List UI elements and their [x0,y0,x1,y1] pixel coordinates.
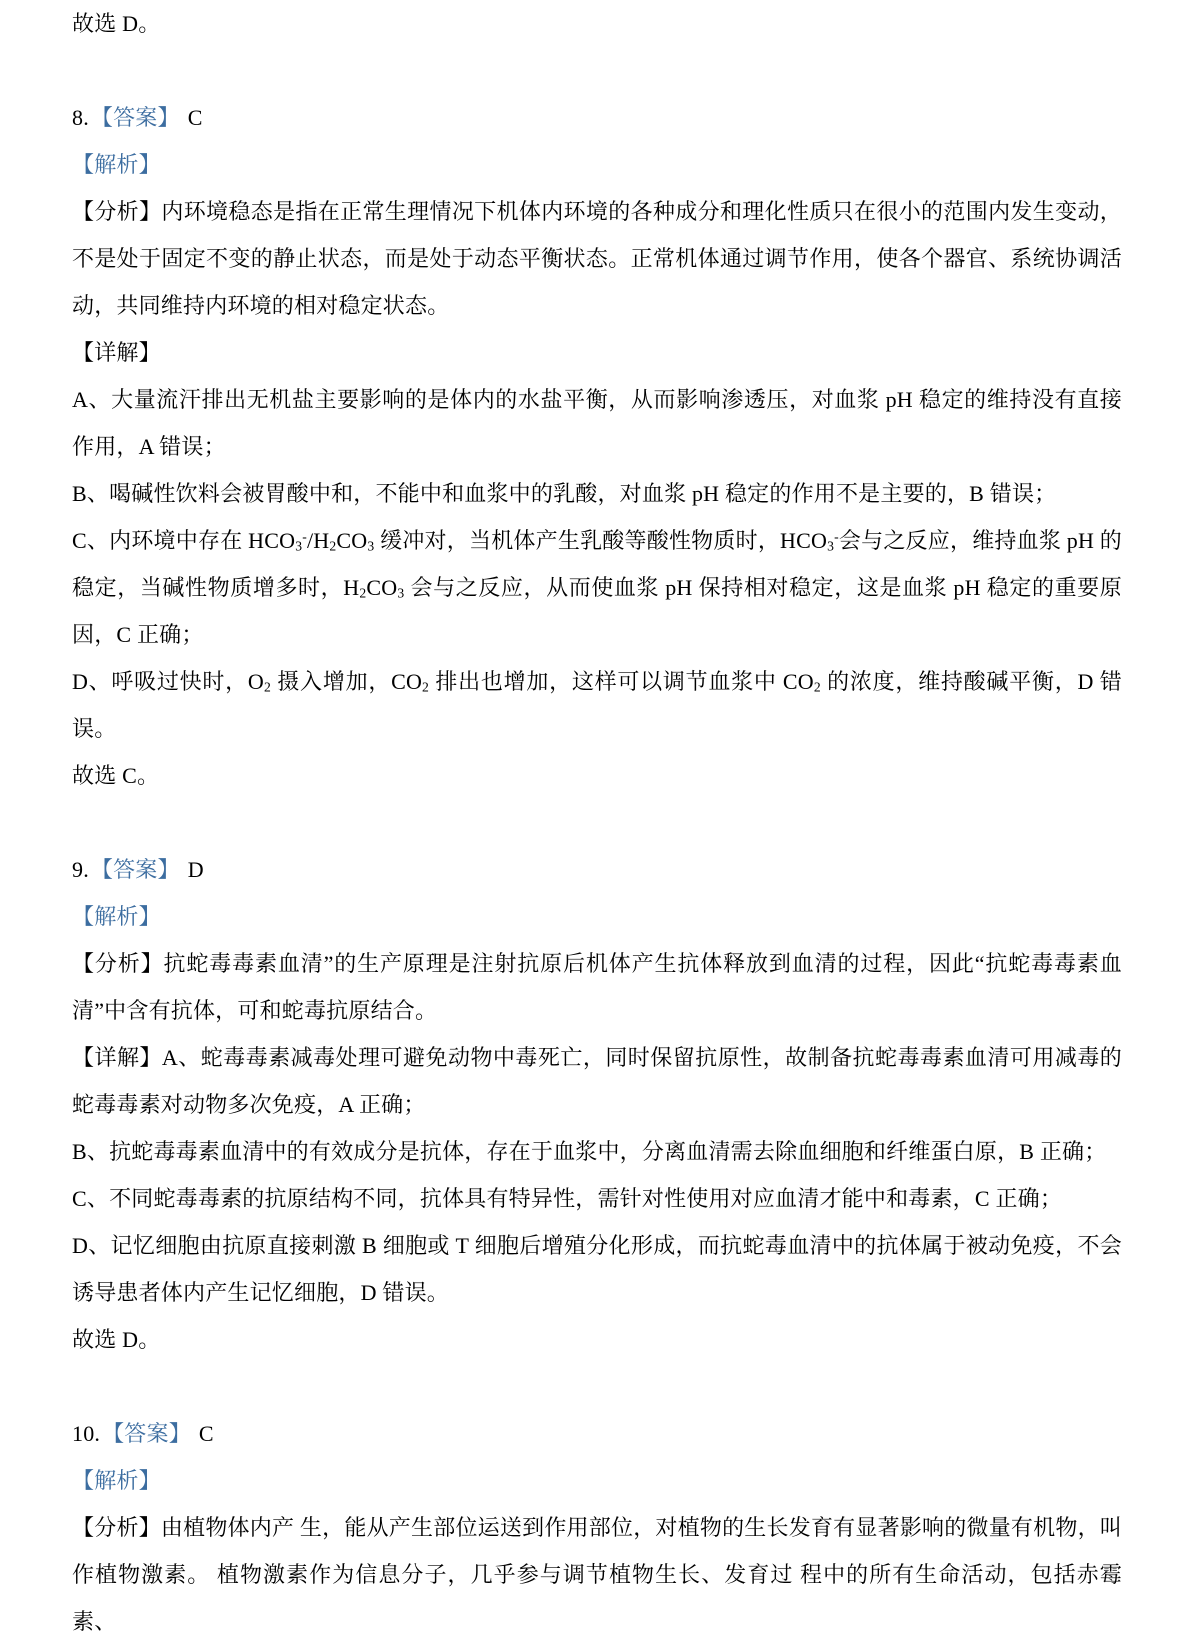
explanation-paragraph: 故选 D。 [72,1327,161,1352]
answer-label: 【答案】 [90,857,180,882]
explanation-paragraph: B、喝碱性饮料会被胃酸中和，不能中和血浆中的乳酸，对血浆 pH 稳定的作用不是主要的，B 错误； [72,481,1057,506]
explanation-paragraph: D、呼吸过快时，$O_2$ 摄入增加，$CO_2$ 排出也增加，这样可以调节血浆中 $CO_2$ 的浓度，维持酸碱平衡，D 错误。 [72,669,1122,741]
explanation-paragraph: 【详解】A、蛇毒毒素减毒处理可避免动物中毒死亡，同时保留抗原性，故制备抗蛇毒毒素血清可用减毒的蛇毒毒素对动物多次免疫，A 正确； [72,1045,1122,1117]
analysis-heading [72,893,1122,940]
explanation-paragraph: C、不同蛇毒毒素的抗原结构不同，抗体具有特异性，需针对性使用对应血清才能中和毒素，C 正确； [72,1186,1063,1211]
analysis-label: 【解析】 [72,152,161,177]
question-answer-line [72,1410,1122,1457]
question-number: 8. [72,105,89,130]
explanation-paragraph: B、抗蛇毒毒素血清中的有效成分是抗体，存在于血浆中，分离血清需去除血细胞和纤维蛋白原，B 正确； [72,1139,1107,1164]
analysis-heading [72,1457,1122,1504]
analysis-label: 【解析】 [72,904,161,929]
analysis-heading [72,141,1122,188]
questions-list [72,94,1122,1645]
carryover-conclusion-line: 故选 D。 [72,11,161,36]
explanation-paragraph: 故选 C。 [72,763,160,788]
question-answer-line [72,94,1122,141]
explanation-paragraph: C、内环境中存在 $HCO_3^-/H_2CO_3$ 缓冲对，当机体产生乳酸等酸性物质时，$HCO_3^-$会与之反应，维持血浆 pH 的稳定，当碱性物质增多时，$H_2CO_3$ 会与之反应，从而使血浆 pH 保持相对稳定，这是血浆 pH 稳定的重要原因，C 正确； [72,528,1122,647]
answer-value: C [187,105,203,130]
explanation-paragraph: 【分析】由植物体内产 生，能从产生部位运送到作用部位，对植物的生长发育有显著影响的微量有机物，叫作植物激素。 植物激素作为信息分子，几乎参与调节植物生长、发育过 程中的所有生命活动，包括赤霉素、 [72,1515,1122,1634]
explanation-paragraph: A、大量流汗排出无机盐主要影响的是体内的水盐平衡，从而影响渗透压，对血浆 pH 稳定的维持没有直接作用，A 错误； [72,387,1122,459]
question-number: 10. [72,1421,101,1446]
explanation-paragraph: 【分析】抗蛇毒毒素血清”的生产原理是注射抗原后机体产生抗体释放到血清的过程，因此“抗蛇毒毒素血清”中含有抗体，可和蛇毒抗原结合。 [72,951,1122,1023]
question-answer-line [72,846,1122,893]
explanation-paragraph: D、记忆细胞由抗原直接刺激 B 细胞或 T 细胞后增殖分化形成，而抗蛇毒血清中的抗体属于被动免疫，不会诱导患者体内产生记忆细胞，D 错误。 [72,1233,1122,1305]
answer-value: C [198,1421,214,1446]
explanation-paragraph: 【详解】 [72,340,161,365]
analysis-label: 【解析】 [72,1468,161,1493]
question-number: 9. [72,857,89,882]
explanation-paragraph: 【分析】内环境稳态是指在正常生理情况下机体内环境的各种成分和理化性质只在很小的范围内发生变动，不是处于固定不变的静止状态，而是处于动态平衡状态。正常机体通过调节作用，使各个器官、系统协调活动，共同维持内环境的相对稳定状态。 [72,199,1122,318]
answer-label: 【答案】 [90,105,180,130]
answer-value: D [187,857,204,882]
answer-label: 【答案】 [102,1421,191,1446]
